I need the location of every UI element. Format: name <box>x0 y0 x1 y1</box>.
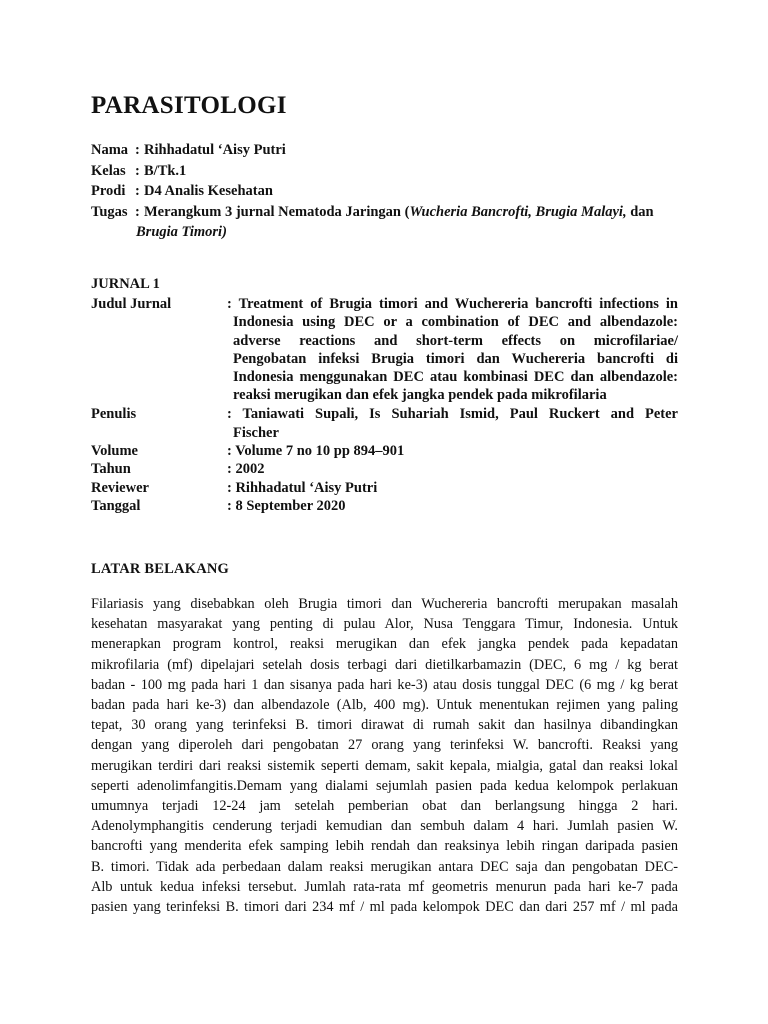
jurnal-row-tahun <box>91 460 678 478</box>
info-value-tugas <box>144 202 691 223</box>
info-label: Tugas <box>91 203 128 220</box>
paragraph-line: Alb untuk kedua infeksi tersebut. Jumlah rata-rata mf geometris menurun pada hari ke-7 pada <box>91 878 678 895</box>
jurnal-label: Tanggal <box>91 497 141 514</box>
tugas-continuation: Brugia Timori) <box>136 224 227 240</box>
jurnal-row-tanggal <box>91 497 678 515</box>
info-label: Kelas <box>91 162 126 179</box>
title-line: adverse reactions and short-term effects on microfilariae/ <box>233 332 678 349</box>
info-label: Nama <box>91 142 129 158</box>
jurnal-year-value: : 2002 <box>227 461 265 478</box>
paragraph-line: pasien yang terinfeksi B. timori dari 234 mf / ml pada kelompok DEC dan dari 257 mf / ml pada <box>91 899 678 916</box>
info-value-prodi: D4 Analis Kesehatan <box>144 183 273 199</box>
latar-belakang-paragraph <box>91 594 678 917</box>
info-row-kelas <box>91 161 691 182</box>
jurnal-label: Reviewer <box>91 479 149 496</box>
info-value-nama: Rihhadatul ‘Aisy Putri <box>144 142 286 158</box>
info-row-prodi <box>91 181 691 202</box>
authors-line: : Taniawati Supali, Is Suhariah Ismid, Paul Ruckert and Peter <box>227 406 678 423</box>
paragraph-line: Filariasis yang disebabkan oleh Brugia timori dan Wuchereria bancrofti merupakan masalah <box>91 596 678 612</box>
paragraph-line: badan - 100 mg pada hari 1 dan sisanya pada hari ke-3) atau dosis tunggal DEC (6 mg / kg berat <box>91 676 678 693</box>
jurnal-details <box>91 295 678 515</box>
tugas-suffix: dan <box>626 203 654 220</box>
info-separator: : <box>135 162 140 179</box>
jurnal-title-value <box>227 295 678 405</box>
paragraph-line: menerapkan program kontrol, reaksi merugikan dan efek jangka pendek pada kepadatan <box>91 636 678 653</box>
page-title: PARASITOLOGI <box>91 92 287 119</box>
jurnal-heading: JURNAL 1 <box>91 276 160 292</box>
tugas-species: Wucheria Bancrofti, Brugia Malayi, <box>409 203 627 220</box>
jurnal-date-value: : 8 September 2020 <box>227 497 346 514</box>
jurnal-label: Penulis <box>91 406 137 423</box>
jurnal-reviewer-value: : Rihhadatul ‘Aisy Putri <box>227 479 378 496</box>
paragraph-line: B. timori. Tidak ada perbedaan dalam reaksi merugikan antara DEC saja dan pengobatan DEC- <box>91 858 678 875</box>
paragraph-line: tepat, 30 orang yang terinfeksi B. timori dirawat di rumah sakit dan hasilnya dibandingkan <box>91 717 678 734</box>
title-line: : Treatment of Brugia timori and Wuchereria bancrofti infections in <box>227 296 678 312</box>
paragraph-line: badan pada hari ke-3) dan albendazole (Alb, 400 mg). Untuk menentukan rejimen yang paling <box>91 697 678 714</box>
paragraph-line: seperti adenolimfangitis.Demam yang dialami sejumlah pasien pada kedua kelompok perlakuan <box>91 777 678 794</box>
title-line: Indonesia menggunakan DEC atau kombinasi DEC dan albendazole: <box>233 369 678 386</box>
info-row-nama <box>91 140 691 161</box>
info-separator: : <box>135 183 140 199</box>
paragraph-line: kesehatan masyarakat yang penting di pulau Alor, Nusa Tenggara Timur, Indonesia. Untuk <box>91 616 678 633</box>
title-line: Pengobatan infeksi Brugia timori dan Wuchereria bancrofti di <box>233 350 678 367</box>
info-separator: : <box>135 142 140 158</box>
title-line: Indonesia using DEC or a combination of DEC and albendazole: <box>233 314 678 331</box>
jurnal-label: Volume <box>91 442 138 459</box>
section-heading-latar-belakang: LATAR BELAKANG <box>91 561 230 577</box>
jurnal-volume-value: : Volume 7 no 10 pp 894–901 <box>227 442 405 459</box>
jurnal-authors-value <box>227 405 678 442</box>
info-label: Prodi <box>91 183 126 199</box>
jurnal-row-penulis <box>91 405 678 442</box>
paragraph-line: dengan yang diperoleh dari pengobatan 27 orang yang terinfeksi W. bancrofti. Reaksi yang <box>91 737 678 754</box>
jurnal-label: Judul Jurnal <box>91 296 172 312</box>
jurnal-row-judul <box>91 295 678 405</box>
paragraph-line: Adenolymphangitis cenderung terjadi kemudian dan sembuh dalam 4 hari. Jumlah pasien W. <box>91 818 678 835</box>
paragraph-line: mikrofilaria (mf) dipelajari setelah dosis terbagi dari dietilkarbamazin (DEC, 6 mg / kg berat <box>91 656 678 673</box>
info-row-tugas <box>91 202 691 223</box>
jurnal-row-volume <box>91 442 678 460</box>
info-separator: : <box>135 203 140 220</box>
jurnal-row-reviewer <box>91 479 678 497</box>
paragraph-line: merugikan terdiri dari reaksi sistemik seperti demam, sakit kepala, mialgia, gatal dan reaksi lokal <box>91 757 678 774</box>
student-info <box>91 140 691 243</box>
info-value-kelas: B/Tk.1 <box>144 162 187 179</box>
tugas-prefix: Merangkum 3 jurnal Nematoda Jaringan ( <box>144 203 410 220</box>
title-line: reaksi merugikan dan efek jangka pendek pada mikrofilaria <box>233 387 607 404</box>
jurnal-label: Tahun <box>91 461 131 478</box>
paragraph-line: bancrofti yang menderita efek samping lebih rendah dan reaksinya lebih ringan daripada pasien <box>91 838 678 855</box>
paragraph-line: umumnya terjadi 12-24 jam setelah pemberian obat dan berlangsung hingga 2 hari. <box>91 798 678 815</box>
authors-line: Fischer <box>233 424 279 441</box>
